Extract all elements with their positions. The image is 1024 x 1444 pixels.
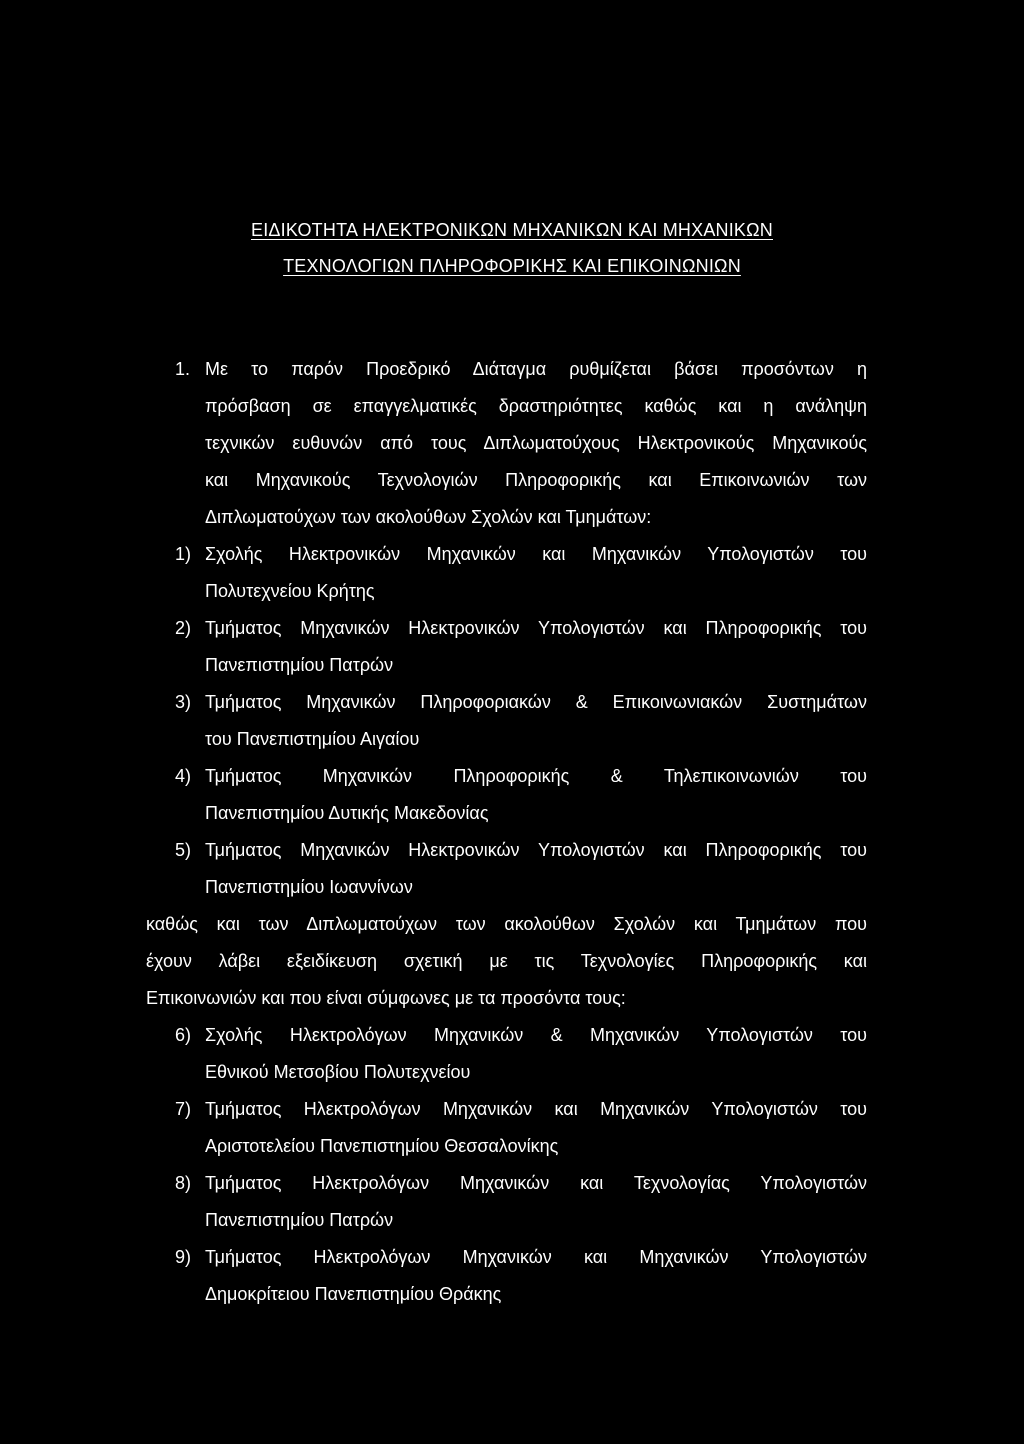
list-item-line-1: Τμήματος Μηχανικών Ηλεκτρονικών Υπολογιστών και Πληροφορικής του: [205, 618, 867, 638]
list-item-line-1: Τμήματος Μηχανικών Ηλεκτρονικών Υπολογιστών και Πληροφορικής του: [205, 840, 867, 860]
list-item-number: 1): [175, 544, 192, 564]
list-item-line-1: Τμήματος Ηλεκτρολόγων Μηχανικών και Τεχνολογίας Υπολογιστών: [205, 1173, 867, 1193]
document-title-line-2: ΤΕΧΝΟΛΟΓΙΩΝ ΠΛΗΡΟΦΟΡΙΚΗΣ ΚΑΙ ΕΠΙΚΟΙΝΩΝΙΩΝ: [283, 256, 741, 276]
paragraph-number: 1.: [175, 359, 191, 379]
list-item-number: 7): [175, 1099, 192, 1119]
list-item-number: 6): [175, 1025, 192, 1045]
middle-line-1: καθώς και των Διπλωματούχων των ακολούθων Σχολών και Τμημάτων που: [146, 914, 867, 934]
middle-line-3: Επικοινωνιών και που είναι σύμφωνες με τα προσόντα τους:: [146, 988, 626, 1008]
intro-line-5: Διπλωματούχων των ακολούθων Σχολών και Τμημάτων:: [205, 507, 652, 527]
list-item-line-1: Τμήματος Μηχανικών Πληροφορικής & Τηλεπικοινωνιών του: [205, 766, 867, 786]
list-item-line-2: του Πανεπιστημίου Αιγαίου: [205, 729, 420, 749]
list-item-line-2: Πανεπιστημίου Πατρών: [205, 1210, 394, 1230]
list-item-line-2: Δημοκρίτειου Πανεπιστημίου Θράκης: [205, 1284, 502, 1304]
list-item-line-1: Σχολής Ηλεκτρονικών Μηχανικών και Μηχανικών Υπολογιστών του: [205, 544, 867, 564]
list-item-line-1: Τμήματος Ηλεκτρολόγων Μηχανικών και Μηχανικών Υπολογιστών: [205, 1247, 867, 1267]
intro-line-2: πρόσβαση σε επαγγελματικές δραστηριότητες καθώς και η ανάληψη: [205, 396, 867, 416]
list-item-line-1: Τμήματος Ηλεκτρολόγων Μηχανικών και Μηχανικών Υπολογιστών του: [205, 1099, 867, 1119]
document-title-line-1: ΕΙΔΙΚΟΤΗΤΑ ΗΛΕΚΤΡΟΝΙΚΩΝ ΜΗΧΑΝΙΚΩΝ ΚΑΙ ΜΗΧΑΝΙΚΩΝ: [251, 220, 773, 240]
list-item-number: 4): [175, 766, 192, 786]
list-item-number: 3): [175, 692, 192, 712]
list-item-number: 8): [175, 1173, 192, 1193]
intro-line-1: Με το παρόν Προεδρικό Διάταγμα ρυθμίζεται βάσει προσόντων η: [205, 359, 867, 379]
list-item-line-2: Αριστοτελείου Πανεπιστημίου Θεσσαλονίκης: [205, 1136, 559, 1156]
intro-line-4: και Μηχανικούς Τεχνολογιών Πληροφορικής και Επικοινωνιών των: [205, 470, 867, 490]
list-item-line-1: Σχολής Ηλεκτρολόγων Μηχανικών & Μηχανικών Υπολογιστών του: [205, 1025, 867, 1045]
list-item-line-2: Εθνικού Μετσοβίου Πολυτεχνείου: [205, 1062, 471, 1082]
list-item-line-2: Πανεπιστημίου Ιωαννίνων: [205, 877, 413, 897]
middle-line-2: έχουν λάβει εξειδίκευση σχετική με τις Τεχνολογίες Πληροφορικής και: [146, 951, 867, 971]
list-item-number: 9): [175, 1247, 192, 1267]
list-item-line-1: Τμήματος Μηχανικών Πληροφοριακών & Επικοινωνιακών Συστημάτων: [205, 692, 867, 712]
list-item-number: 2): [175, 618, 192, 638]
list-item-number: 5): [175, 840, 192, 860]
list-item-line-2: Πανεπιστημίου Δυτικής Μακεδονίας: [205, 803, 489, 823]
list-item-line-2: Πανεπιστημίου Πατρών: [205, 655, 394, 675]
list-item-line-2: Πολυτεχνείου Κρήτης: [205, 581, 375, 601]
intro-line-3: τεχνικών ευθυνών από τους Διπλωματούχους Ηλεκτρονικούς Μηχανικούς: [205, 433, 867, 453]
